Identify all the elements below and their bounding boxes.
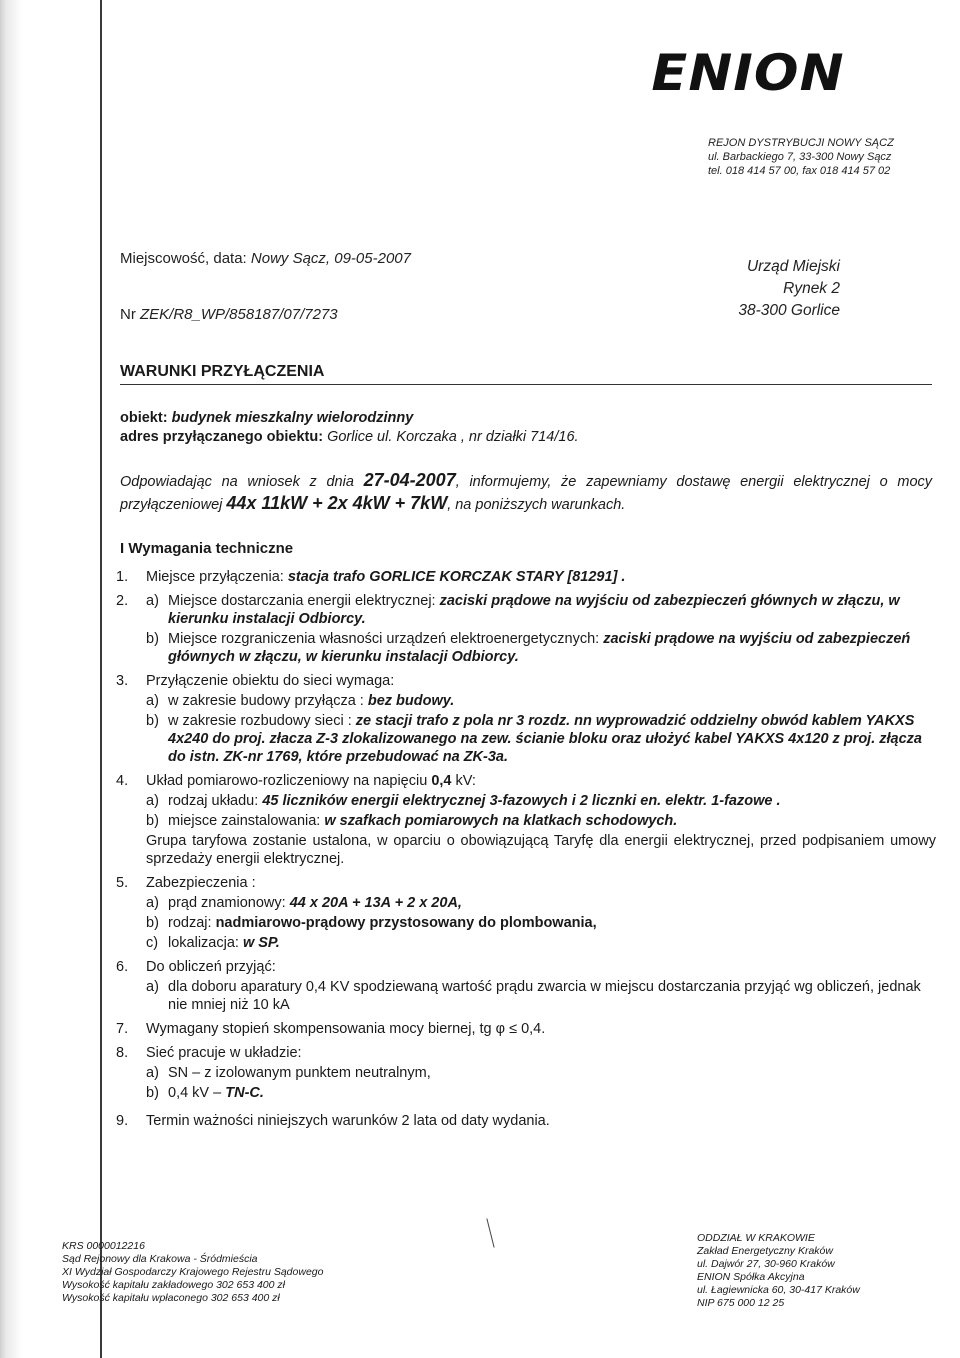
object-value: budynek mieszkalny wielorodzinny xyxy=(171,410,414,426)
sub-letter: b) xyxy=(146,631,159,647)
recipient-line: Urząd Miejski xyxy=(746,258,840,275)
sub-item xyxy=(146,978,936,1014)
place-label: Miejscowość, data: xyxy=(120,250,247,267)
item-text: Sieć pracuje w układzie: xyxy=(146,1045,302,1061)
network-type: TN-C. xyxy=(225,1085,264,1101)
requirements-list xyxy=(116,568,936,1136)
sub-item xyxy=(146,1064,936,1082)
footer-line: KRS 0000012216 xyxy=(62,1240,145,1252)
sub-item xyxy=(146,894,936,912)
sub-value: SN – z izolowanym punktem neutralnym, xyxy=(168,1065,431,1081)
sub-item xyxy=(146,812,936,830)
sub-item xyxy=(146,712,936,766)
address-label: adres przyłączanego obiektu: xyxy=(120,429,324,445)
item-label: Miejsce przyłączenia: xyxy=(146,569,284,585)
footer-line: XI Wydział Gospodarczy Krajowego Rejestru Sądowego xyxy=(62,1266,324,1278)
voltage-unit: kV: xyxy=(455,773,476,789)
sub-letter: b) xyxy=(146,713,159,729)
sub-item xyxy=(146,914,936,932)
sub-letter: a) xyxy=(146,1065,159,1081)
intro-text: Odpowiadając na wniosek z dnia xyxy=(120,474,354,490)
list-item xyxy=(116,958,936,1014)
sub-value: zaciski prądowe na wyjściu od zabezpieczeń głównych w złączu, w kierunku instalacji Odbiorcy. xyxy=(168,593,900,627)
list-item xyxy=(116,568,936,586)
sub-item xyxy=(146,630,936,666)
list-item xyxy=(116,874,936,952)
sub-label: rodzaj układu: xyxy=(168,793,259,809)
connection-power: 44x 11kW + 2x 4kW + 7kW xyxy=(226,493,448,513)
footer-line: NIP 675 000 12 25 xyxy=(697,1297,785,1309)
item-number: 6. xyxy=(116,959,129,975)
sub-letter: a) xyxy=(146,593,159,609)
pen-mark xyxy=(486,1218,494,1247)
intro-text: , informujemy, że zapewniamy dostawę energii elektrycznej o mocy przyłączeniowej xyxy=(120,474,933,513)
scan-edge xyxy=(0,0,22,1358)
address-value: Gorlice ul. Korczaka , nr działki 714/16. xyxy=(327,429,579,445)
sub-value: 0,4 kV – xyxy=(168,1085,222,1101)
item-number: 4. xyxy=(116,773,129,789)
item-number: 5. xyxy=(116,875,129,891)
item-text: Wymagany stopień skompensowania mocy biernej, tg φ ≤ 0,4. xyxy=(146,1021,546,1037)
sub-item xyxy=(146,592,936,628)
sub-label: w zakresie rozbudowy sieci : xyxy=(168,713,352,729)
sub-label: w zakresie budowy przyłącza : xyxy=(168,693,364,709)
object-label: obiekt: xyxy=(120,410,168,426)
item-number: 9. xyxy=(116,1113,129,1129)
item-text: Termin ważności niniejszych warunków 2 lata od daty wydania. xyxy=(146,1113,550,1129)
list-item xyxy=(116,672,936,766)
address-line xyxy=(120,428,579,447)
sub-label: prąd znamionowy: xyxy=(168,895,286,911)
recipient-line: Rynek 2 xyxy=(783,280,840,297)
item-text: Układ pomiarowo-rozliczeniowy na napięciu xyxy=(146,773,428,789)
item-number: 1. xyxy=(116,569,129,585)
list-item xyxy=(116,1020,936,1038)
region-line: tel. 018 414 57 00, fax 018 414 57 02 xyxy=(708,165,891,177)
sub-label: Miejsce dostarczania energii elektrycznej: xyxy=(168,593,436,609)
sub-letter: a) xyxy=(146,793,159,809)
company-logo: ENION xyxy=(651,44,845,102)
region-line: ul. Barbackiego 7, 33-300 Nowy Sącz xyxy=(708,151,892,163)
footer-line: ul. Łagiewnicka 60, 30-417 Kraków xyxy=(697,1284,860,1296)
sub-value: bez budowy. xyxy=(367,693,455,709)
sub-label: Miejsce rozgraniczenia własności urządzeń elektroenergetycznych: xyxy=(168,631,600,647)
sub-label: lokalizacja: xyxy=(168,935,239,951)
sub-value: nadmiarowo-prądowy przystosowany do plombowania, xyxy=(215,915,597,931)
nr-label: Nr xyxy=(120,306,136,323)
sub-letter: a) xyxy=(146,979,159,995)
list-item xyxy=(116,592,936,666)
tariff-note: Grupa taryfowa zostanie ustalona, w oparciu o obowiązującą Taryfę dla energii elektrycznej, przed podpisaniem umowy sprzedaży energii elektrycznej. xyxy=(146,833,936,867)
item-number: 2. xyxy=(116,593,129,609)
sub-label: miejsce zainstalowania: xyxy=(168,813,321,829)
nr-value: ZEK/R8_WP/858187/07/7273 xyxy=(140,306,338,323)
sub-value: dla doboru aparatury 0,4 KV spodziewaną wartość prądu zwarcia w miejscu dostarczania przyjąć wg obliczeń, jednak nie mniej niż 10 kA xyxy=(168,979,921,1013)
sub-value: ze stacji trafo z pola nr 3 rozdz. nn wyprowadzić oddzielny obwód kablem YAKXS 4x240 do proj. złacza Z-3 zlokalizowanego na zew. ścianie bloku oraz ułożyć kabel YAKXS 4x120 z proj. złącza do istn. ZK-nr 1769, które przebudować na ZK-3a. xyxy=(168,713,922,765)
region-line: REJON DYSTRYBUCJI NOWY SĄCZ xyxy=(708,137,894,149)
place-value: Nowy Sącz, 09-05-2007 xyxy=(250,250,411,267)
sub-value: w szafkach pomiarowych na klatkach schodowych. xyxy=(324,813,678,829)
section-heading: I Wymagania techniczne xyxy=(120,540,294,557)
item-number: 7. xyxy=(116,1021,129,1037)
footer-line: Wysokość kapitału wpłaconego 302 653 400 zł xyxy=(62,1292,280,1304)
title-rule xyxy=(120,384,932,385)
item-number: 3. xyxy=(116,673,129,689)
footer-registration xyxy=(62,1240,323,1305)
footer-branch xyxy=(697,1232,860,1310)
list-item xyxy=(116,1112,936,1130)
sub-value: 45 liczników energii elektrycznej 3-fazowych i 2 licznki en. elektr. 1-fazowe . xyxy=(262,793,781,809)
sub-letter: b) xyxy=(146,813,159,829)
intro-text: , na poniższych warunkach. xyxy=(447,497,626,513)
place-date xyxy=(120,250,411,267)
object-line xyxy=(120,409,579,428)
region-address xyxy=(708,136,894,178)
sub-value: zaciski prądowe na wyjściu od zabezpieczeń głównych w złączu, w kierunku instalacji Odbiorcy. xyxy=(168,631,911,665)
sub-item xyxy=(146,1084,936,1102)
sub-letter: b) xyxy=(146,915,159,931)
sub-letter: c) xyxy=(146,935,159,951)
intro-paragraph xyxy=(120,470,932,516)
sub-letter: a) xyxy=(146,693,159,709)
sub-item xyxy=(146,934,936,952)
footer-line: ul. Dajwór 27, 30-960 Kraków xyxy=(697,1258,835,1270)
sub-item xyxy=(146,692,936,710)
sub-label: rodzaj: xyxy=(168,915,212,931)
footer-line: Wysokość kapitału zakładowego 302 653 400 zł xyxy=(62,1279,285,1291)
request-date: 27-04-2007 xyxy=(363,470,456,490)
item-value: stacja trafo GORLICE KORCZAK STARY [81291] . xyxy=(287,569,626,585)
item-text: Do obliczeń przyjąć: xyxy=(146,959,276,975)
sub-value: w SP. xyxy=(242,935,280,951)
sub-item xyxy=(146,792,936,810)
list-item xyxy=(116,1044,936,1102)
item-text: Przyłączenie obiektu do sieci wymaga: xyxy=(146,673,395,689)
sub-letter: b) xyxy=(146,1085,159,1101)
footer-line: Sąd Rejonowy dla Krakowa - Śródmieścia xyxy=(62,1253,258,1265)
recipient-address xyxy=(600,256,840,322)
sub-value: 44 x 20A + 13A + 2 x 20A, xyxy=(289,895,462,911)
footer-line: ENION Spółka Akcyjna xyxy=(697,1271,805,1283)
document-title: WARUNKI PRZYŁĄCZENIA xyxy=(120,363,325,380)
recipient-line: 38-300 Gorlice xyxy=(738,302,840,319)
list-item xyxy=(116,772,936,868)
sub-letter: a) xyxy=(146,895,159,911)
item-number: 8. xyxy=(116,1045,129,1061)
margin-line xyxy=(100,0,102,1358)
footer-line: Zakład Energetyczny Kraków xyxy=(697,1245,833,1257)
reference-number xyxy=(120,306,338,323)
item-text: Zabezpieczenia : xyxy=(146,875,256,891)
voltage-value: 0,4 xyxy=(431,773,452,789)
footer-line: ODDZIAŁ W KRAKOWIE xyxy=(697,1232,815,1244)
object-info xyxy=(120,409,579,447)
